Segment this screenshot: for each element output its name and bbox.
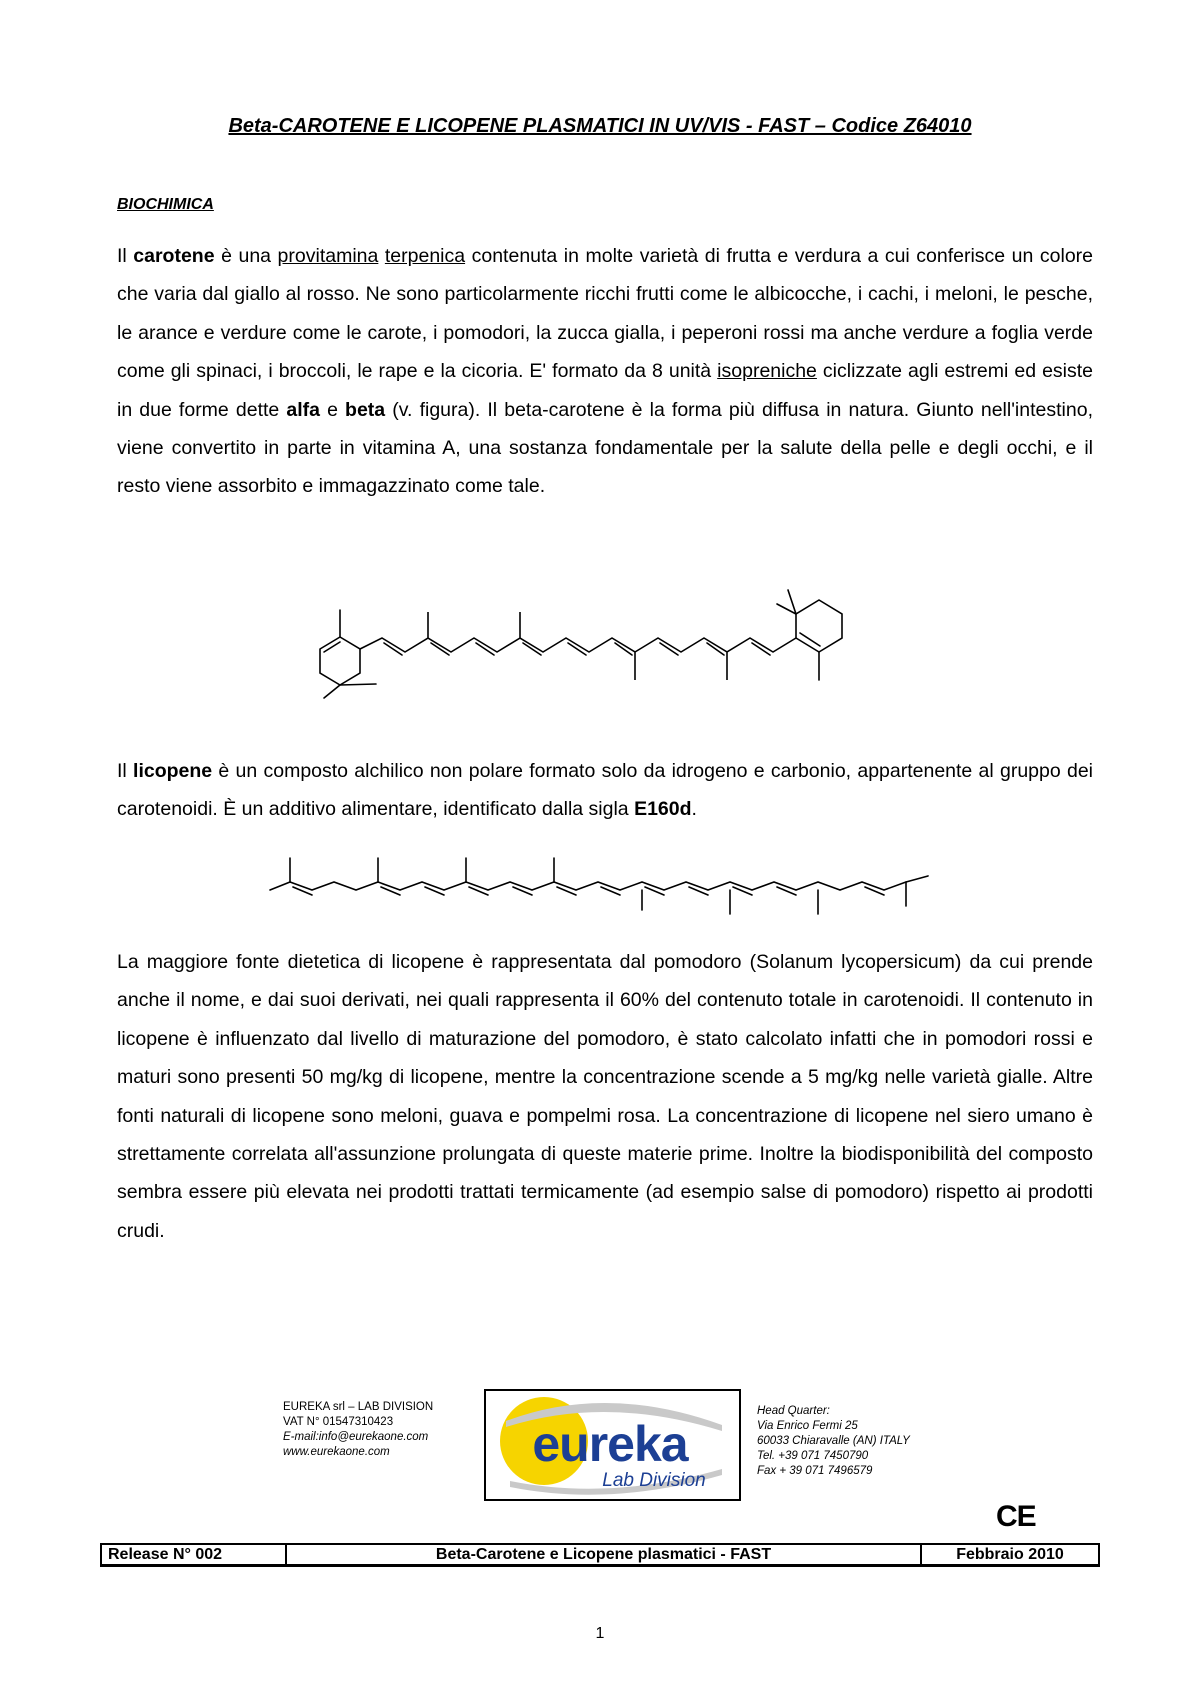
company-name: EUREKA srl – LAB DIVISION	[283, 1401, 434, 1413]
company-website[interactable]: www.eurekaone.com	[283, 1446, 390, 1458]
eureka-logo	[484, 1389, 741, 1501]
text-run: (v. figura). Il beta-carotene è la forma più diffusa in natura. Giunto nell'intestino, viene convertito in parte in vitamina A, una sostanza fondamentale per la salute della pelle e degli occhi, e il resto viene assorbito e immagazzinato come tale.	[117, 398, 1093, 498]
eureka-logo-graphic	[486, 1391, 739, 1499]
licopene-paragraph	[117, 752, 1093, 829]
company-info	[283, 1400, 433, 1460]
ce-mark-icon: CE	[996, 1500, 1036, 1533]
term-alfa: alfa	[286, 398, 320, 421]
link-provitamina[interactable]: provitamina	[277, 245, 379, 267]
page-number: 1	[595, 1625, 605, 1642]
logo-word: eureka	[532, 1416, 688, 1472]
headquarter-info	[757, 1404, 910, 1479]
term-licopene: licopene	[133, 760, 213, 782]
link-terpenica[interactable]: terpenica	[384, 245, 466, 267]
logo-tagline: Lab Division	[602, 1470, 706, 1491]
term-carotene: carotene	[133, 245, 215, 267]
term-beta: beta	[345, 398, 386, 421]
text-run: .	[691, 798, 697, 821]
release-number: Release N° 002	[102, 1545, 287, 1564]
section-heading: BIOCHIMICA	[117, 196, 214, 213]
document-title: Beta-CAROTENE E LICOPENE PLASMATICI IN UV/VIS - FAST – Codice Z64010	[228, 115, 972, 137]
hq-phone: Tel. +39 071 7450790	[757, 1450, 869, 1462]
text-run: e	[319, 398, 346, 421]
link-isopreniche[interactable]: isopreniche	[717, 360, 817, 383]
text-run: Il	[117, 245, 134, 267]
carotene-paragraph	[117, 237, 1093, 506]
release-bar	[100, 1543, 1100, 1567]
text-run: Il	[117, 760, 134, 782]
lycopene-structure	[268, 852, 948, 922]
beta-carotene-structure	[280, 570, 920, 700]
licopene-sources-paragraph: La maggiore fonte dietetica di licopene è rappresentata dal pomodoro (Solanum lycopersicum) da cui prende anche il nome, e dai suoi derivati, nei quali rappresenta il 60% del contenuto totale in carotenoidi. Il contenuto in licopene è influenzato dal livello di maturazione del pomodoro, è stato calcolato infatti che in pomodori rossi e maturi sono presenti 50 mg/kg di licopene, mentre la concentrazione scende a 5 mg/kg nelle varietà gialle. Altre fonti naturali di licopene sono meloni, guava e pompelmi rosa. La concentrazione di licopene nel siero umano è strettamente correlata all'assunzione prolungata di queste materie prime. Inoltre la biodisponibilità del composto sembra essere più elevata nei prodotti trattati termicamente (ad esempio salse di pomodoro) rispetto ai prodotti crudi.	[117, 951, 1093, 1242]
hq-address: Via Enrico Fermi 25	[757, 1420, 858, 1432]
text-run: contenuta in molte varietà di frutta e verdura a cui conferisce un colore che varia dal giallo al rosso. Ne sono particolarmente ricchi frutti come le albicocche, i cachi, i meloni, le pesche, le arance e verdure come le carote, i pomodori, la zucca gialla, i peperoni rossi ma anche verdure a foglia verde come gli spinaci, i broccoli, le rape e la cicoria. E' formato da 8 unità	[117, 245, 1094, 383]
text-run: è una	[214, 245, 278, 267]
hq-city: 60033 Chiaravalle (AN) ITALY	[757, 1435, 910, 1447]
company-email[interactable]: E-mail:info@eurekaone.com	[283, 1431, 429, 1443]
release-date: Febbraio 2010	[956, 1545, 1064, 1563]
term-e160d: E160d	[634, 798, 692, 821]
text-run: ciclizzate agli estremi ed esiste in due forme dette	[117, 360, 1094, 421]
vat-number: VAT N° 01547310423	[283, 1416, 394, 1428]
hq-label: Head Quarter:	[757, 1405, 830, 1417]
text-run: è un composto alchilico non polare formato solo da idrogeno e carbonio, appartenente al gruppo dei carotenoidi. È un additivo alimentare, identificato dalla sigla	[117, 760, 1094, 821]
hq-fax: Fax + 39 071 7496579	[757, 1465, 873, 1477]
release-product: Beta-Carotene e Licopene plasmatici - FAST	[287, 1545, 922, 1564]
